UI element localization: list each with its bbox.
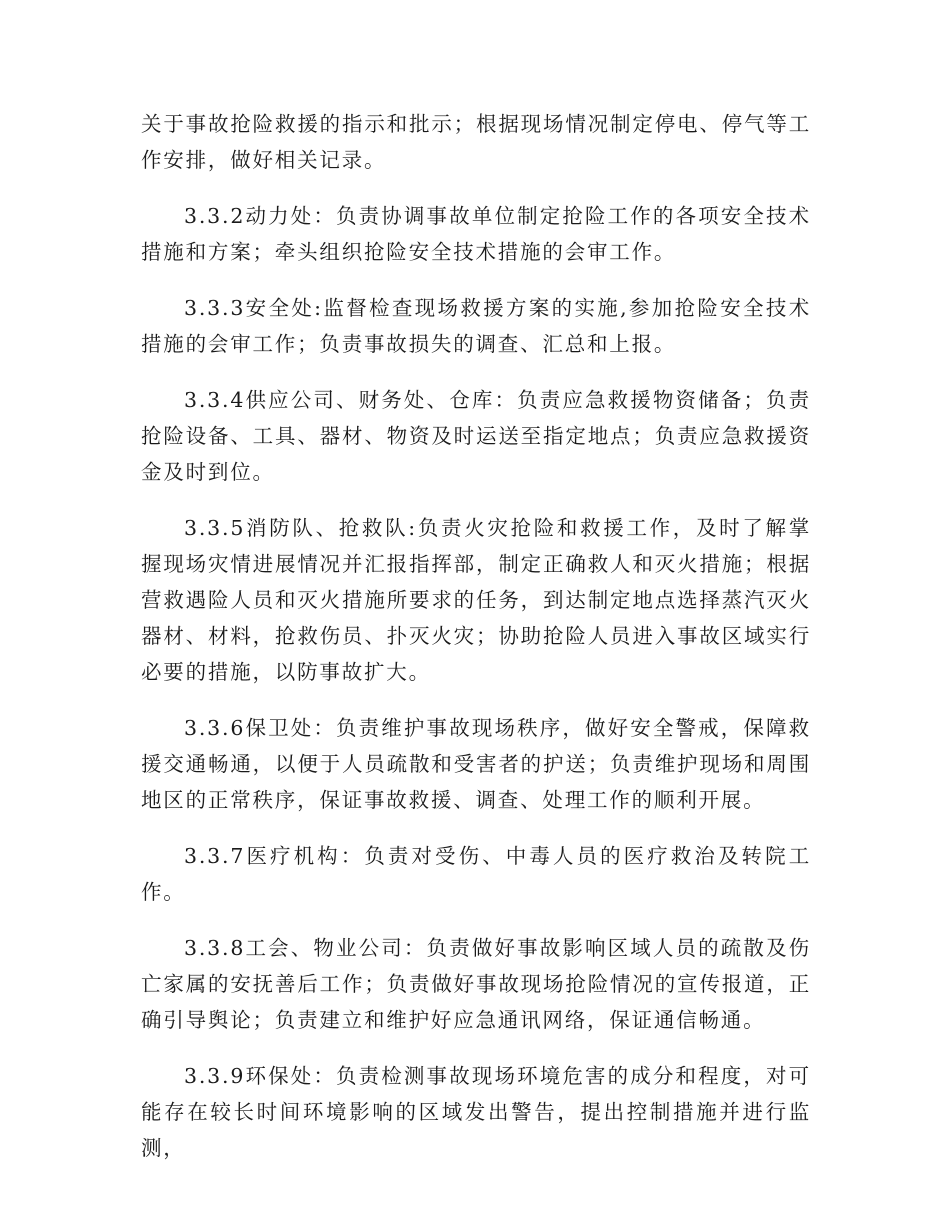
paragraph-3-3-5: 3.3.5消防队、抢救队:负责火灾抢险和救援工作，及时了解掌握现场灾情进展情况并汇报指挥部，制定正确救人和灭火措施；根据营救遇险人员和灭火措施所要求的任务，到达制定地点选择蒸汽灭火器材、材料，抢救伤员、扑灭火灾；协助抢险人员进入事故区域实行必要的措施，以防事故扩大。 (141, 516, 811, 684)
paragraph-3-3-6: 3.3.6保卫处：负责维护事故现场秩序，做好安全警戒，保障救援交通畅通，以便于人员疏散和受害者的护送；负责维护现场和周围地区的正常秩序，保证事故救援、调查、处理工作的顺利开展。 (141, 716, 811, 812)
document-body (141, 106, 811, 1186)
paragraph-3-3-8: 3.3.8工会、物业公司：负责做好事故影响区域人员的疏散及伤亡家属的安抚善后工作；负责做好事故现场抢险情况的宣传报道，正确引导舆论；负责建立和维护好应急通讯网络，保证通信畅通。 (141, 936, 811, 1032)
paragraph-continuation: 关于事故抢险救援的指示和批示；根据现场情况制定停电、停气等工作安排，做好相关记录。 (141, 112, 811, 172)
paragraph-3-3-4: 3.3.4供应公司、财务处、仓库：负责应急救援物资储备；负责抢险设备、工具、器材、物资及时运送至指定地点；负责应急救援资金及时到位。 (141, 388, 811, 484)
paragraph-3-3-3: 3.3.3安全处:监督检查现场救援方案的实施,参加抢险安全技术措施的会审工作；负责事故损失的调查、汇总和上报。 (141, 296, 811, 356)
paragraph-3-3-9: 3.3.9环保处：负责检测事故现场环境危害的成分和程度，对可能存在较长时间环境影响的区域发出警告，提出控制措施并进行监测， (141, 1064, 811, 1160)
paragraph-3-3-2: 3.3.2动力处：负责协调事故单位制定抢险工作的各项安全技术措施和方案；牵头组织抢险安全技术措施的会审工作。 (141, 204, 811, 264)
paragraph-3-3-7: 3.3.7医疗机构：负责对受伤、中毒人员的医疗救治及转院工作。 (141, 844, 811, 904)
